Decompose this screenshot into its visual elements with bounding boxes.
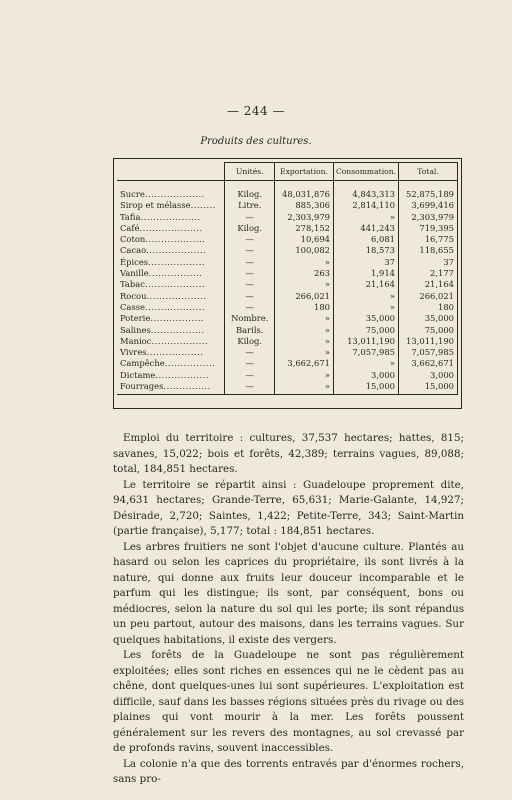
dot-leader: .................. <box>146 347 204 358</box>
cell-product: Dictame................. <box>117 370 225 381</box>
cell-product: Rocou................... <box>117 291 225 302</box>
table-row <box>117 268 458 279</box>
cell-total: 13,011,190 <box>399 336 458 347</box>
cell-unit: Kilog. <box>225 181 275 201</box>
dot-leader: ................. <box>150 313 205 324</box>
table-row <box>117 370 458 381</box>
dot-leader: ................... <box>145 234 206 245</box>
cell-unit: — <box>225 245 275 256</box>
table-row <box>117 313 458 324</box>
cell-product: Sirop et mélasse........ <box>117 200 225 211</box>
cell-product: Salines................. <box>117 325 225 336</box>
table-body <box>117 181 458 395</box>
table-row <box>117 245 458 256</box>
cell-total: 15,000 <box>399 381 458 395</box>
cell-unit: — <box>225 302 275 313</box>
dot-leader: ................... <box>144 279 206 290</box>
table-row <box>117 291 458 302</box>
cell-export: 885,306 <box>275 200 334 211</box>
cell-total: 719,395 <box>399 223 458 234</box>
table-row <box>117 358 458 369</box>
table-row <box>117 381 458 395</box>
cell-total: 21,164 <box>399 279 458 290</box>
cell-total: 75,000 <box>399 325 458 336</box>
cell-total: 37 <box>399 257 458 268</box>
cell-consumption: » <box>333 212 398 223</box>
cell-consumption: » <box>333 302 398 313</box>
cell-consumption: 7,057,985 <box>333 347 398 358</box>
paragraph: La colonie n'a que des torrents entravés par d'énormes rochers, sans pro- <box>113 757 464 785</box>
cell-total: 3,699,416 <box>399 200 458 211</box>
table-row <box>117 279 458 290</box>
cell-export: 263 <box>275 268 334 279</box>
cell-product: Tafia................... <box>117 212 225 223</box>
cell-unit: — <box>225 257 275 268</box>
paragraph: Emploi du territoire : cultures, 37,537 hectares; hattes, 815; savanes, 15,022; bois et forêts, 42,389; terrains vagues, 89,088; total, 184,851 hectares. <box>113 432 464 475</box>
header-units: Unités. <box>225 163 275 181</box>
table-row <box>117 181 458 201</box>
page-number: — 244 — <box>226 104 286 118</box>
dot-leader: ................. <box>155 369 210 380</box>
cell-consumption: 13,011,190 <box>333 336 398 347</box>
cell-total: 16,775 <box>399 234 458 245</box>
cell-total: 266,021 <box>399 291 458 302</box>
cell-total: 2,303,979 <box>399 212 458 223</box>
cell-product: Cacao................... <box>117 245 225 256</box>
cell-export: 180 <box>275 302 334 313</box>
cell-consumption: 6,081 <box>333 234 398 245</box>
cell-consumption: 2,814,110 <box>333 200 398 211</box>
cell-product: Tabac................... <box>117 279 225 290</box>
table-row <box>117 336 458 347</box>
cell-export: » <box>275 381 334 395</box>
paragraph: Les forêts de la Guadeloupe ne sont pas régulièrement exploitées; elles sont riches en essences qui ne le cèdent pas au chêne, dont quelques-unes lui sont supérieures. L'exploitation est difficile, sauf dans les basses régions situées près du rivage ou des plaines qui vont mourir à la mer. Les forêts poussent généralement sur les revers des montagnes, au sol crevassé par de profonds ravins, souvent inaccessibles. <box>113 649 464 754</box>
cell-export: 266,021 <box>275 291 334 302</box>
cell-unit: — <box>225 234 275 245</box>
cell-consumption: 21,164 <box>333 279 398 290</box>
table-caption: Produits des cultures. <box>200 136 312 147</box>
dot-leader: ................... <box>146 245 207 256</box>
cell-export: » <box>275 347 334 358</box>
cell-unit: — <box>225 347 275 358</box>
cell-total: 7,057,985 <box>399 347 458 358</box>
cell-product: Vanille................. <box>117 268 225 279</box>
dot-leader: ................... <box>146 290 207 301</box>
table-header-row <box>117 163 458 181</box>
dot-leader: ........ <box>190 200 216 211</box>
cell-export: » <box>275 257 334 268</box>
table-row <box>117 257 458 268</box>
header-consumption: Consommation. <box>333 163 398 181</box>
dot-leader: ................... <box>144 301 206 312</box>
header-blank <box>117 163 225 181</box>
dot-leader: ................. <box>150 324 205 335</box>
header-export: Exportation. <box>275 163 334 181</box>
cell-export: » <box>275 279 334 290</box>
cell-consumption: 18,573 <box>333 245 398 256</box>
cell-product: Vivres.................. <box>117 347 225 358</box>
cell-unit: Barils. <box>225 325 275 336</box>
table-row <box>117 212 458 223</box>
cell-unit: — <box>225 381 275 395</box>
cell-product: Manioc.................. <box>117 336 225 347</box>
cell-product: Sucre................... <box>117 181 225 201</box>
cell-consumption: 441,243 <box>333 223 398 234</box>
cell-product: Campêche................ <box>117 358 225 369</box>
cell-consumption: 37 <box>333 257 398 268</box>
cell-export: 278,152 <box>275 223 334 234</box>
dot-leader: ................... <box>140 211 201 222</box>
cell-export: 3,662,671 <box>275 358 334 369</box>
cell-unit: — <box>225 212 275 223</box>
dot-leader: ................. <box>148 268 203 279</box>
cell-export: 10,694 <box>275 234 334 245</box>
table-row <box>117 347 458 358</box>
dot-leader: .................. <box>148 256 206 267</box>
cell-consumption: » <box>333 358 398 369</box>
cell-total: 3,662,671 <box>399 358 458 369</box>
cell-unit: Nombre. <box>225 313 275 324</box>
cell-total: 180 <box>399 302 458 313</box>
cell-export: » <box>275 325 334 336</box>
cell-product: Fourrages............... <box>117 381 225 395</box>
cell-product: Casse................... <box>117 302 225 313</box>
cell-total: 52,875,189 <box>399 181 458 201</box>
cell-unit: — <box>225 279 275 290</box>
dot-leader: ................... <box>144 189 205 199</box>
body-text <box>113 431 464 788</box>
cell-unit: — <box>225 358 275 369</box>
cell-unit: — <box>225 268 275 279</box>
cell-export: » <box>275 313 334 324</box>
cell-export: 100,082 <box>275 245 334 256</box>
cell-product: Épices.................. <box>117 257 225 268</box>
paragraph: Les arbres fruitiers ne sont l'objet d'aucune culture. Plantés au hasard ou selon les caprices du propriétaire, ils sont livrés à la nature, qui donne aux fruits leur douceur incomparable et le parfum qui les distingue; ils sont, par conséquent, bons ou médiocres, selon la nature du sol qui les porte; ils sont répandus un peu partout, autour des maisons, dans les terrains vagues. Sur quelques habitations, il existe des vergers. <box>113 540 464 646</box>
cell-product: Café.................... <box>117 223 225 234</box>
cell-export: 2,303,979 <box>275 212 334 223</box>
cell-product: Poterie................. <box>117 313 225 324</box>
cell-consumption: 3,000 <box>333 370 398 381</box>
cell-total: 35,000 <box>399 313 458 324</box>
dot-leader: .................. <box>151 335 209 346</box>
cell-unit: — <box>225 370 275 381</box>
cell-consumption: 15,000 <box>333 381 398 395</box>
cell-total: 118,655 <box>399 245 458 256</box>
cell-product: Coton................... <box>117 234 225 245</box>
cell-unit: — <box>225 291 275 302</box>
cell-consumption: 75,000 <box>333 325 398 336</box>
cell-total: 3,000 <box>399 370 458 381</box>
cell-consumption: 35,000 <box>333 313 398 324</box>
table-row <box>117 234 458 245</box>
dot-leader: ................ <box>164 358 216 369</box>
crop-products-table <box>117 162 458 395</box>
table-row <box>117 223 458 234</box>
cell-unit: Litre. <box>225 200 275 211</box>
cell-consumption: 1,914 <box>333 268 398 279</box>
dot-leader: .................... <box>139 222 203 233</box>
cell-unit: Kilog. <box>225 336 275 347</box>
table-row <box>117 325 458 336</box>
cell-export: » <box>275 370 334 381</box>
cell-consumption: 4,843,313 <box>333 181 398 201</box>
cell-export: 48,031,876 <box>275 181 334 201</box>
cell-unit: Kilog. <box>225 223 275 234</box>
header-total: Total. <box>399 163 458 181</box>
table-row <box>117 302 458 313</box>
cell-export: » <box>275 336 334 347</box>
dot-leader: ............... <box>163 381 211 392</box>
cell-total: 2,177 <box>399 268 458 279</box>
cell-consumption: » <box>333 291 398 302</box>
paragraph: Le territoire se répartit ainsi : Guadeloupe proprement dite, 94,631 hectares; Grande-Terre, 65,631; Marie-Galante, 14,927; Désirade, 2,720; Saintes, 1,422; Petite-Terre, 343; Saint-Martin (partie française), 5,177; total : 184,851 hectares. <box>113 478 464 537</box>
table-row <box>117 200 458 211</box>
